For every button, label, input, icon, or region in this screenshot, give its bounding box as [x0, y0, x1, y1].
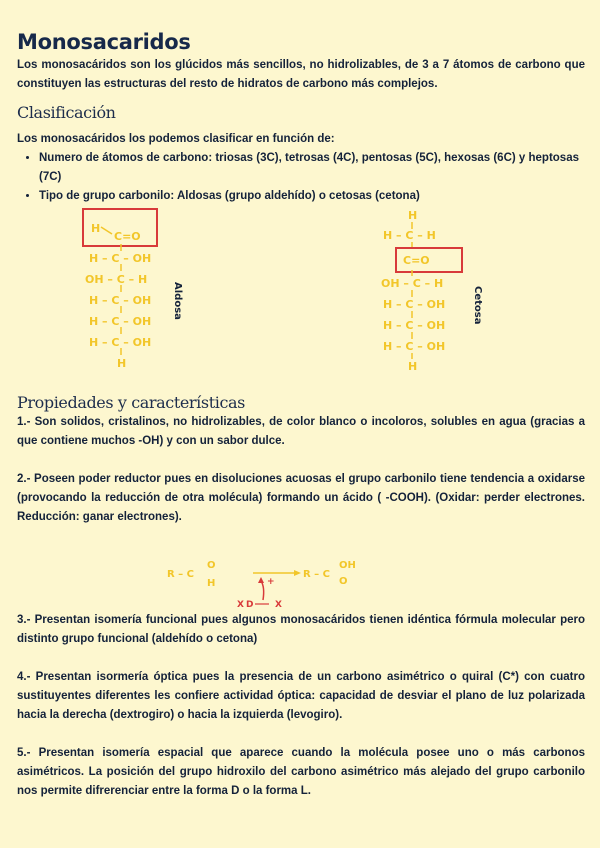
cetosa-label: Cetosa [472, 286, 483, 325]
aldosa-row: H – C – OH [89, 336, 152, 349]
cetosa-structure [381, 209, 462, 373]
intro-paragraph: Los monosacáridos son los glúcidos más sencillos, no hidrolizables, de 3 a 7 átomos de carbono que constituyen las estructuras del resto de hidratos de carbono más complejos. [17, 59, 585, 90]
structure-drawings [17, 206, 585, 384]
redox-arrow-head [258, 577, 264, 583]
reaction-arrow-head [294, 570, 301, 576]
list-item: • Tipo de grupo carbonilo: Aldosas (grupo aldehído) o cetosas (cetona) [39, 187, 585, 206]
cetosa-row: H – C – OH [383, 319, 446, 332]
aldosa-top-right: C=O [114, 230, 141, 243]
charge-sign: + [267, 577, 275, 587]
aldosa-label: Aldosa [172, 282, 183, 320]
page-title: Monosacaridos [17, 30, 191, 54]
reactant-o: O [207, 560, 216, 571]
list-item: • Numero de átomos de carbono: triosas (3C), tetrosas (4C), pentosas (5C), hexosas (6C) y heptosas (7C) [39, 149, 585, 187]
aldosa-top-left: H [91, 222, 101, 235]
oxidation-reaction-diagram [17, 527, 585, 611]
cetosa-ketone: C=O [403, 254, 430, 267]
reaction-drawing [17, 527, 585, 611]
aldosa-row: H – C – OH [89, 252, 152, 265]
cetosa-row: H – C – OH [383, 340, 446, 353]
aldosa-row: H – C – OH [89, 315, 152, 328]
document-page [17, 30, 585, 801]
product-oh: OH [339, 560, 356, 571]
section-heading-clasificacion: Clasificación [17, 103, 116, 122]
cetosa-row: OH – C – H [381, 277, 444, 290]
aldosa-row: H – C – OH [89, 294, 152, 307]
aldosa-structure [83, 209, 157, 370]
cetosa-row-1: H – C – H [383, 229, 436, 242]
redox-curve [261, 581, 264, 600]
redox-marks [237, 577, 282, 610]
cetosa-row: H – C – OH [383, 298, 446, 311]
reaction-marks [167, 560, 356, 589]
property-1: 1.- Son solidos, cristalinos, no hidrolizables, de color blanco o incoloros, solubles en agua (gracias a que contiene muchos -OH) y con un sabor dulce. [17, 416, 585, 447]
reactant-r: R – C [167, 569, 195, 580]
product-o: O [339, 576, 348, 587]
aldosa-top-bond [101, 227, 112, 234]
sub-mid: D [246, 600, 254, 610]
aldosa-bottom: H [117, 357, 127, 370]
product-r: R – C [303, 569, 331, 580]
property-2: 2.- Poseen poder reductor pues en disoluciones acuosas el grupo carbonilo tiene tendencia a oxidarse (provocando la reducción de otra molécula) formando un ácido ( -COOH). (Oxidar: perder electrones. Reducción: ganar electrones). [17, 473, 585, 523]
sub-right: X [275, 600, 282, 610]
section-heading-propiedades: Propiedades y características [17, 393, 245, 412]
reactant-h: H [207, 578, 216, 589]
aldosa-row: OH – C – H [85, 273, 148, 286]
structure-diagrams [17, 206, 585, 384]
property-4: 4.- Presentan isormería óptica pues la presencia de un carbono asimétrico o quiral (C*) con cuatro sustituyentes diferentes les confiere actividad óptica: capacidad de desviar el plano de luz polarizada hacia la derecha (dextrogiro) o hacia la izquierda (levogiro). [17, 671, 585, 721]
sub-left: X [237, 600, 244, 610]
clasificacion-lead: Los monosacáridos los podemos clasificar en función de: [17, 133, 335, 145]
clasificacion-list [17, 149, 585, 206]
cetosa-top: H [408, 209, 418, 222]
property-3: 3.- Presentan isomería funcional pues algunos monosacáridos tienen idéntica fórmula molecular pero distinto grupo funcional (aldehído o cetona) [17, 614, 585, 645]
property-5: 5.- Presentan isomería espacial que aparece cuando la molécula posee uno o más carbonos asimétricos. La posición del grupo hidroxilo del carbono asimétrico más alejado del grupo carbonilo nos permite difrerenciar entre la forma D o la forma L. [17, 747, 585, 797]
cetosa-bottom: H [408, 360, 418, 373]
